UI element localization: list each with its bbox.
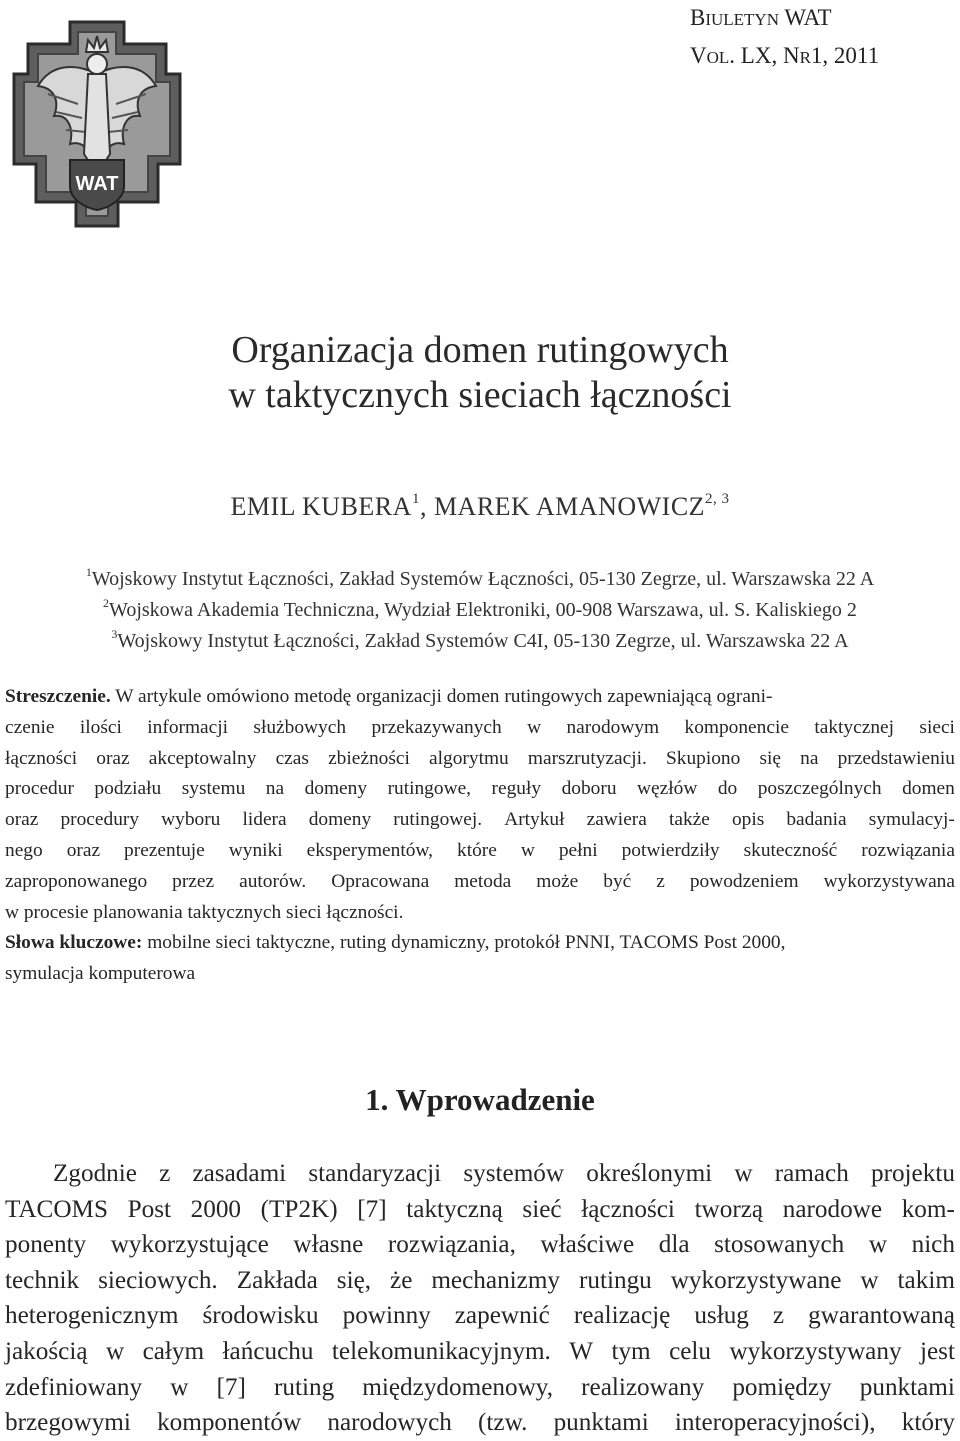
abstract-label: Streszczenie.: [5, 686, 111, 707]
author-1: EMIL KUBERA: [230, 492, 412, 521]
author-2-affil-mark: 2, 3: [705, 491, 730, 507]
section-body: [5, 1156, 955, 1441]
body-line-6: jakością w całym łańcuchu telekomunikacyjnym. W tym celu wykorzystywany jest: [5, 1337, 955, 1365]
abstract: [5, 682, 955, 990]
body-line-5: heterogenicznym środowisku powinny zapewnić realizację usług z gwarantowaną: [5, 1302, 955, 1330]
affiliation-2-text: Wojskowa Akademia Techniczna, Wydział Elektroniki, 00-908 Warszawa, ul. S. Kaliskiego 2: [109, 599, 857, 621]
affiliation-2: [0, 595, 960, 626]
affiliations: [0, 564, 960, 657]
body-line-4: technik sieciowych. Zakłada się, że mechanizmy rutingu wykorzystywane w takim: [5, 1266, 955, 1294]
affiliation-3-text: Wojskowy Instytut Łączności, Zakład Systemów C4I, 05-130 Zegrze, ul. Warszawska 22 A: [117, 630, 849, 652]
title-line-2: w taktycznych sieciach łączności: [228, 374, 732, 416]
title-line-1: Organizacja domen rutingowych: [231, 329, 729, 371]
abstract-line-8: w procesie planowania taktycznych sieci łączności.: [5, 901, 404, 923]
journal-name: BIULETYN WAT: [690, 5, 832, 30]
paper-title: [0, 328, 960, 418]
keywords-line-1: [5, 928, 955, 959]
affiliation-3: [0, 626, 960, 657]
affiliation-2-mark: 2: [103, 596, 110, 610]
logo-wat-text: WAT: [75, 173, 119, 195]
body-line-3: ponenty wykorzystujące własne rozwiązania, właściwe dla stosowanych w nich: [5, 1231, 955, 1259]
affiliation-1-text: Wojskowy Instytut Łączności, Zakład Systemów Łączności, 05-130 Zegrze, ul. Warszawska 22 A: [91, 568, 875, 590]
author-1-affil-mark: 1: [411, 491, 420, 507]
abstract-line-3: łączności oraz akceptowalny czas zbieżności algorytmu marszrutyzacji. Skupiono się na przedstawieniu: [5, 747, 955, 769]
abstract-line-5: oraz procedury wyboru lidera domeny rutingowej. Artykuł zawiera także opis badania symulacyj-: [5, 809, 955, 831]
author-2: MAREK AMANOWICZ: [433, 492, 706, 521]
keywords-line-2: symulacja komputerowa: [5, 963, 196, 985]
keywords-text-1: mobilne sieci taktyczne, ruting dynamiczny, protokół PNNI, TACOMS Post 2000,: [142, 932, 786, 954]
abstract-line-2: czenie ilości informacji służbowych przekazywanych w narodowym komponencie taktycznej sieci: [5, 716, 955, 738]
section-heading: 1. Wprowadzenie: [365, 1082, 595, 1117]
keywords-label: Słowa kluczowe:: [5, 932, 143, 954]
affiliation-1: [0, 564, 960, 595]
abstract-line-7: zaproponowanego przez autorów. Opracowana metoda może być z powodzeniem wykorzystywana: [5, 870, 955, 892]
journal-header: [690, 0, 950, 76]
authors-separator: ,: [419, 492, 434, 521]
wat-emblem-logo: [8, 4, 186, 232]
abstract-line-1: [5, 682, 955, 713]
authors: [0, 492, 960, 522]
body-line-7: zdefiniowany w [7] ruting międzydomenowy, realizowany pomiędzy punktami: [5, 1373, 955, 1401]
abstract-text-1: W artykule omówiono metodę organizacji domen rutingowych zapewniającą ograni-: [110, 686, 773, 707]
body-line-1: Zgodnie z zasadami standaryzacji systemów określonymi w ramach projektu: [53, 1160, 955, 1187]
affiliation-1-mark: 1: [85, 565, 92, 579]
body-line-8: brzegowymi komponentów narodowych (tzw. punktami interoperacyjności), który: [5, 1409, 955, 1437]
affiliation-3-mark: 3: [111, 627, 118, 641]
journal-volume: VOL. LX, NR1, 2011: [690, 43, 880, 68]
abstract-line-6: nego oraz prezentuje wyniki eksperymentów, które w pełni potwierdziły skuteczność rozwiązania: [5, 839, 955, 861]
body-line-2: TACOMS Post 2000 (TP2K) [7] taktyczną sieć łączności tworzą narodowe kom-: [5, 1195, 955, 1223]
abstract-line-4: procedur podziału systemu na domeny rutingowe, reguły doboru węzłów do poszczególnych domen: [5, 778, 955, 800]
